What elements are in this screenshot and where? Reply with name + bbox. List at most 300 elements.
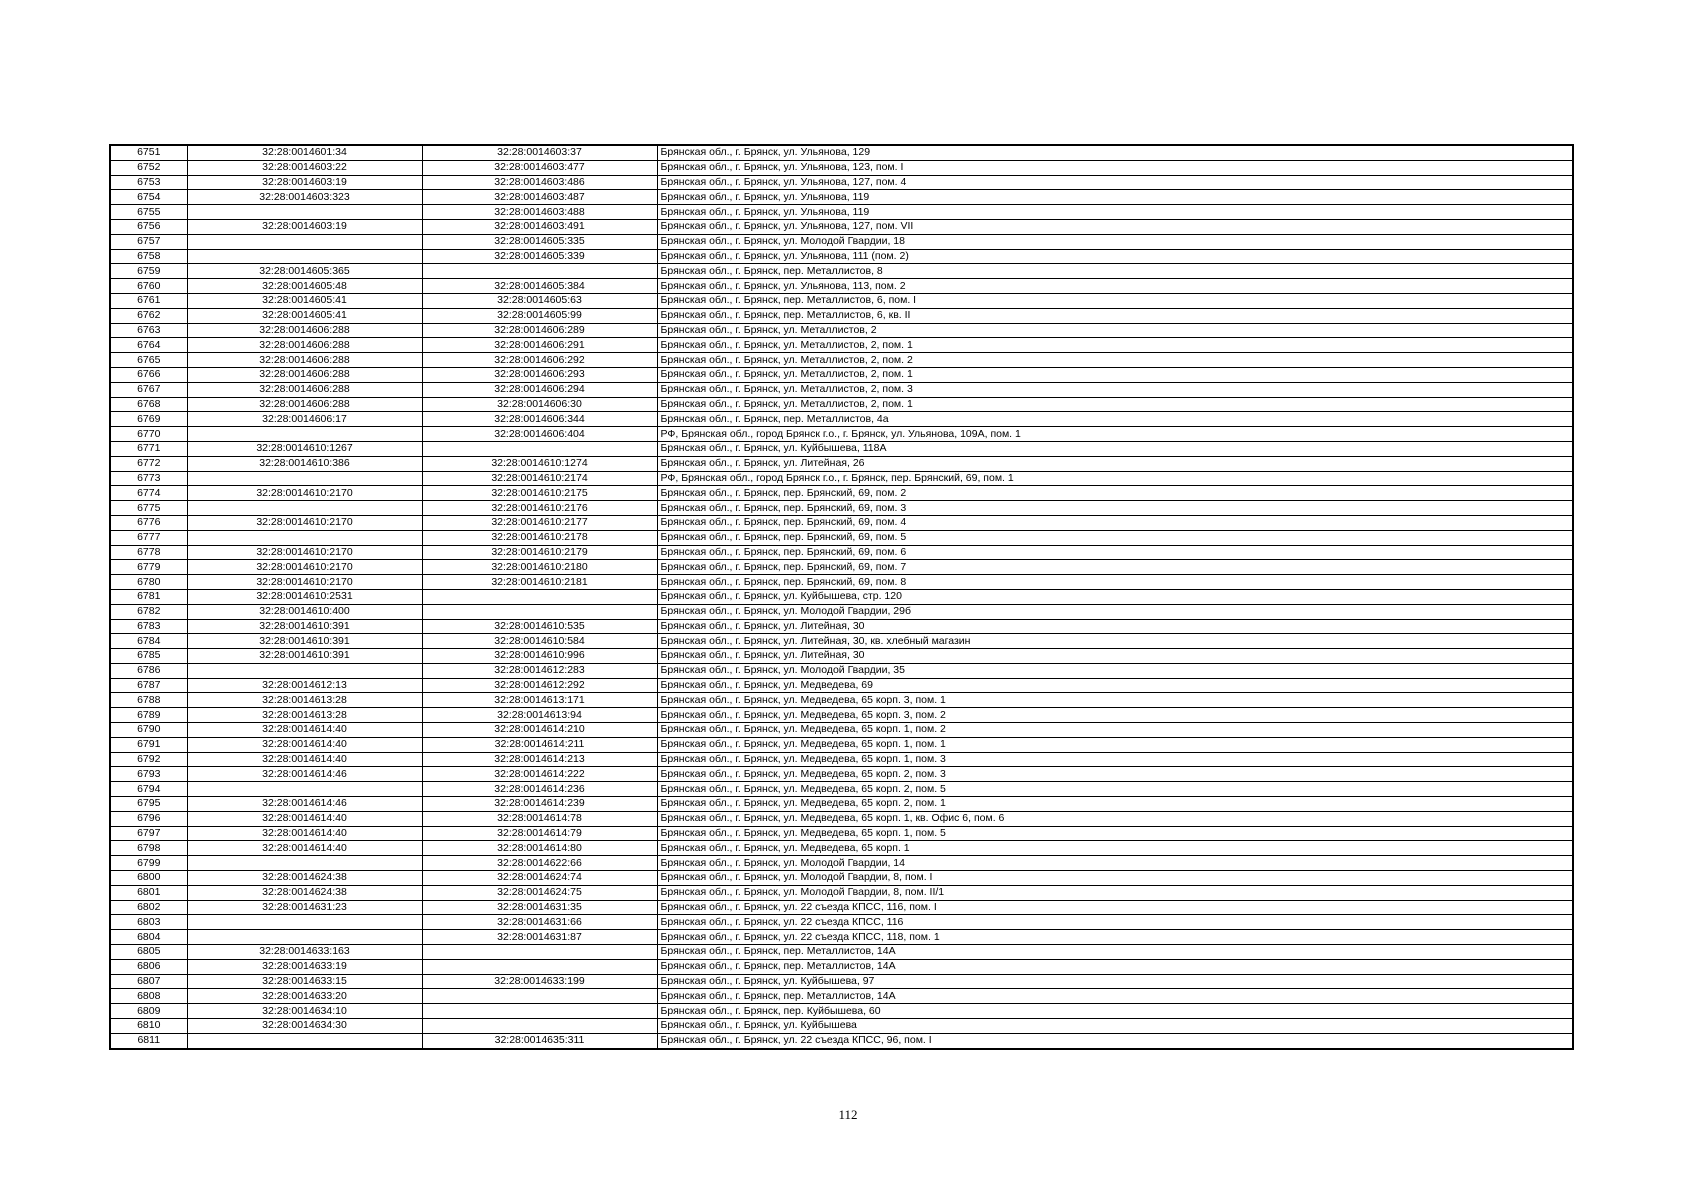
address-cell: Брянская обл., г. Брянск, ул. 22 съезда КПСС, 116 (657, 915, 1573, 930)
row-number-cell: 6755 (110, 205, 187, 220)
cadastral-number-object-cell: 32:28:0014605:339 (422, 249, 657, 264)
address-cell: Брянская обл., г. Брянск, ул. Металлистов, 2, пом. 3 (657, 382, 1573, 397)
row-number-cell: 6785 (110, 649, 187, 664)
cadastral-number-land-cell: 32:28:0014606:288 (187, 323, 422, 338)
row-number-cell: 6761 (110, 293, 187, 308)
row-number-cell: 6798 (110, 841, 187, 856)
cadastral-number-object-cell: 32:28:0014614:79 (422, 826, 657, 841)
row-number-cell: 6752 (110, 160, 187, 175)
cadastral-number-object-cell: 32:28:0014610:2175 (422, 486, 657, 501)
address-cell: Брянская обл., г. Брянск, ул. Ульянова, 119 (657, 190, 1573, 205)
table-row (110, 353, 1573, 368)
address-cell: Брянская обл., г. Брянск, пер. Брянский, 69, пом. 3 (657, 501, 1573, 516)
cadastral-number-land-cell (187, 205, 422, 220)
row-number-cell: 6756 (110, 219, 187, 234)
row-number-cell: 6774 (110, 486, 187, 501)
table-row (110, 693, 1573, 708)
cadastral-number-object-cell: 32:28:0014605:335 (422, 234, 657, 249)
table-row (110, 560, 1573, 575)
address-cell: Брянская обл., г. Брянск, ул. Куйбышева, 118А (657, 441, 1573, 456)
table-row (110, 205, 1573, 220)
table-row (110, 441, 1573, 456)
row-number-cell: 6753 (110, 175, 187, 190)
row-number-cell: 6806 (110, 959, 187, 974)
cadastral-number-land-cell: 32:28:0014614:40 (187, 841, 422, 856)
cadastral-number-land-cell: 32:28:0014631:23 (187, 900, 422, 915)
cadastral-number-land-cell: 32:28:0014614:40 (187, 723, 422, 738)
cadastral-number-object-cell: 32:28:0014610:2174 (422, 471, 657, 486)
address-cell: Брянская обл., г. Брянск, ул. Металлистов, 2, пом. 1 (657, 367, 1573, 382)
cadastral-number-land-cell: 32:28:0014614:40 (187, 737, 422, 752)
cadastral-number-land-cell: 32:28:0014610:391 (187, 634, 422, 649)
row-number-cell: 6791 (110, 737, 187, 752)
table-row (110, 841, 1573, 856)
address-cell: Брянская обл., г. Брянск, ул. Молодой Гвардии, 14 (657, 856, 1573, 871)
table-row (110, 515, 1573, 530)
table-row (110, 826, 1573, 841)
table-row (110, 945, 1573, 960)
cadastral-number-object-cell: 32:28:0014614:239 (422, 797, 657, 812)
cadastral-number-land-cell: 32:28:0014606:17 (187, 412, 422, 427)
cadastral-number-object-cell: 32:28:0014612:292 (422, 678, 657, 693)
address-cell: Брянская обл., г. Брянск, ул. Медведева, 65 корп. 1, пом. 3 (657, 752, 1573, 767)
cadastral-number-land-cell (187, 530, 422, 545)
row-number-cell: 6808 (110, 989, 187, 1004)
row-number-cell: 6789 (110, 708, 187, 723)
cadastral-number-land-cell: 32:28:0014634:10 (187, 1004, 422, 1019)
row-number-cell: 6775 (110, 501, 187, 516)
cadastral-number-land-cell: 32:28:0014624:38 (187, 871, 422, 886)
cadastral-number-land-cell: 32:28:0014610:386 (187, 456, 422, 471)
cadastral-number-object-cell: 32:28:0014603:477 (422, 160, 657, 175)
address-cell: Брянская обл., г. Брянск, ул. Молодой Гвардии, 18 (657, 234, 1573, 249)
cadastral-number-object-cell (422, 441, 657, 456)
cadastral-number-object-cell: 32:28:0014631:87 (422, 930, 657, 945)
cadastral-number-object-cell (422, 989, 657, 1004)
table-row (110, 811, 1573, 826)
table-row (110, 752, 1573, 767)
address-cell: Брянская обл., г. Брянск, ул. Медведева, 65 корп. 1, кв. Офис 6, пом. 6 (657, 811, 1573, 826)
cadastral-number-object-cell: 32:28:0014635:311 (422, 1033, 657, 1048)
row-number-cell: 6780 (110, 575, 187, 590)
table-row (110, 293, 1573, 308)
cadastral-number-land-cell: 32:28:0014610:2170 (187, 575, 422, 590)
cadastral-number-object-cell: 32:28:0014614:211 (422, 737, 657, 752)
table-row (110, 974, 1573, 989)
row-number-cell: 6759 (110, 264, 187, 279)
address-cell: Брянская обл., г. Брянск, пер. Металлистов, 14А (657, 989, 1573, 1004)
row-number-cell: 6757 (110, 234, 187, 249)
row-number-cell: 6766 (110, 367, 187, 382)
table-row (110, 708, 1573, 723)
cadastral-number-land-cell: 32:28:0014606:288 (187, 397, 422, 412)
cadastral-number-object-cell (422, 604, 657, 619)
cadastral-number-object-cell: 32:28:0014610:2180 (422, 560, 657, 575)
cadastral-number-object-cell: 32:28:0014605:99 (422, 308, 657, 323)
address-cell: Брянская обл., г. Брянск, ул. Ульянова, 119 (657, 205, 1573, 220)
cadastral-number-object-cell: 32:28:0014606:293 (422, 367, 657, 382)
cadastral-number-land-cell: 32:28:0014613:28 (187, 708, 422, 723)
row-number-cell: 6786 (110, 663, 187, 678)
table-row (110, 545, 1573, 560)
table-row (110, 397, 1573, 412)
row-number-cell: 6804 (110, 930, 187, 945)
cadastral-number-object-cell: 32:28:0014610:535 (422, 619, 657, 634)
cadastral-number-land-cell: 32:28:0014606:288 (187, 382, 422, 397)
cadastral-number-object-cell: 32:28:0014610:1274 (422, 456, 657, 471)
table-row (110, 782, 1573, 797)
cadastral-number-land-cell (187, 427, 422, 442)
cadastral-number-land-cell (187, 249, 422, 264)
cadastral-number-land-cell (187, 915, 422, 930)
table-row (110, 456, 1573, 471)
cadastral-number-object-cell: 32:28:0014614:78 (422, 811, 657, 826)
row-number-cell: 6768 (110, 397, 187, 412)
cadastral-number-land-cell: 32:28:0014603:19 (187, 175, 422, 190)
cadastral-number-object-cell (422, 1004, 657, 1019)
table-row (110, 900, 1573, 915)
address-cell: Брянская обл., г. Брянск, пер. Брянский, 69, пом. 5 (657, 530, 1573, 545)
table-row (110, 915, 1573, 930)
table-row (110, 338, 1573, 353)
address-cell: Брянская обл., г. Брянск, пер. Брянский, 69, пом. 8 (657, 575, 1573, 590)
table-row (110, 604, 1573, 619)
row-number-cell: 6795 (110, 797, 187, 812)
address-cell: Брянская обл., г. Брянск, пер. Брянский, 69, пом. 4 (657, 515, 1573, 530)
address-cell: Брянская обл., г. Брянск, ул. Медведева, 65 корп. 1 (657, 841, 1573, 856)
address-cell: Брянская обл., г. Брянск, ул. Ульянова, 123, пом. I (657, 160, 1573, 175)
cadastral-number-object-cell: 32:28:0014622:66 (422, 856, 657, 871)
cadastral-number-land-cell: 32:28:0014603:22 (187, 160, 422, 175)
address-cell: РФ, Брянская обл., город Брянск г.о., г. Брянск, ул. Ульянова, 109А, пом. 1 (657, 427, 1573, 442)
cadastral-number-land-cell: 32:28:0014613:28 (187, 693, 422, 708)
row-number-cell: 6809 (110, 1004, 187, 1019)
cadastral-number-object-cell: 32:28:0014610:2179 (422, 545, 657, 560)
cadastral-number-object-cell: 32:28:0014613:94 (422, 708, 657, 723)
cadastral-number-object-cell: 32:28:0014606:291 (422, 338, 657, 353)
address-cell: Брянская обл., г. Брянск, ул. Металлистов, 2, пом. 1 (657, 397, 1573, 412)
address-cell: Брянская обл., г. Брянск, пер. Брянский, 69, пом. 7 (657, 560, 1573, 575)
table-row (110, 663, 1573, 678)
row-number-cell: 6787 (110, 678, 187, 693)
table-row (110, 323, 1573, 338)
row-number-cell: 6784 (110, 634, 187, 649)
table-row (110, 501, 1573, 516)
cadastral-number-land-cell: 32:28:0014614:40 (187, 752, 422, 767)
table-row (110, 219, 1573, 234)
cadastral-number-object-cell: 32:28:0014631:35 (422, 900, 657, 915)
cadastral-number-object-cell (422, 1019, 657, 1034)
row-number-cell: 6765 (110, 353, 187, 368)
cadastral-number-land-cell: 32:28:0014633:19 (187, 959, 422, 974)
row-number-cell: 6783 (110, 619, 187, 634)
row-number-cell: 6792 (110, 752, 187, 767)
row-number-cell: 6801 (110, 885, 187, 900)
row-number-cell: 6794 (110, 782, 187, 797)
cadastral-number-land-cell (187, 856, 422, 871)
cadastral-number-land-cell: 32:28:0014634:30 (187, 1019, 422, 1034)
address-cell: Брянская обл., г. Брянск, ул. Медведева, 65 корп. 2, пом. 3 (657, 767, 1573, 782)
cadastral-number-land-cell: 32:28:0014614:46 (187, 797, 422, 812)
cadastral-number-object-cell: 32:28:0014603:37 (422, 145, 657, 160)
address-cell: Брянская обл., г. Брянск, ул. Литейная, 30 (657, 619, 1573, 634)
cadastral-number-land-cell: 32:28:0014633:20 (187, 989, 422, 1004)
address-cell: Брянская обл., г. Брянск, ул. Молодой Гвардии, 29б (657, 604, 1573, 619)
cadastral-number-land-cell: 32:28:0014606:288 (187, 338, 422, 353)
row-number-cell: 6797 (110, 826, 187, 841)
cadastral-number-object-cell: 32:28:0014612:283 (422, 663, 657, 678)
cadastral-number-land-cell: 32:28:0014610:2531 (187, 589, 422, 604)
table-row (110, 723, 1573, 738)
row-number-cell: 6800 (110, 871, 187, 886)
address-cell: Брянская обл., г. Брянск, пер. Металлистов, 6, пом. I (657, 293, 1573, 308)
table-row (110, 160, 1573, 175)
cadastral-number-object-cell: 32:28:0014624:74 (422, 871, 657, 886)
row-number-cell: 6803 (110, 915, 187, 930)
address-cell: Брянская обл., г. Брянск, ул. Медведева, 65 корп. 1, пом. 2 (657, 723, 1573, 738)
cadastral-number-object-cell: 32:28:0014606:294 (422, 382, 657, 397)
table-row (110, 871, 1573, 886)
address-cell: Брянская обл., г. Брянск, ул. Литейная, 30, кв. хлебный магазин (657, 634, 1573, 649)
row-number-cell: 6758 (110, 249, 187, 264)
cadastral-number-object-cell: 32:28:0014614:236 (422, 782, 657, 797)
table-row (110, 885, 1573, 900)
table-row (110, 797, 1573, 812)
address-cell: Брянская обл., г. Брянск, ул. 22 съезда КПСС, 96, пом. I (657, 1033, 1573, 1048)
table-row (110, 308, 1573, 323)
address-cell: Брянская обл., г. Брянск, ул. Молодой Гвардии, 8, пом. I (657, 871, 1573, 886)
table-row (110, 264, 1573, 279)
cadastral-number-object-cell: 32:28:0014606:289 (422, 323, 657, 338)
row-number-cell: 6781 (110, 589, 187, 604)
address-cell: Брянская обл., г. Брянск, ул. Медведева, 65 корп. 3, пом. 2 (657, 708, 1573, 723)
cadastral-number-land-cell: 32:28:0014612:13 (187, 678, 422, 693)
cadastral-number-land-cell (187, 930, 422, 945)
registry-table-body (110, 145, 1573, 1049)
cadastral-number-land-cell (187, 663, 422, 678)
address-cell: Брянская обл., г. Брянск, ул. Медведева, 69 (657, 678, 1573, 693)
table-row (110, 234, 1573, 249)
table-row (110, 856, 1573, 871)
cadastral-number-land-cell: 32:28:0014610:1267 (187, 441, 422, 456)
registry-table (109, 144, 1574, 1050)
row-number-cell: 6810 (110, 1019, 187, 1034)
cadastral-number-object-cell (422, 959, 657, 974)
cadastral-number-object-cell: 32:28:0014606:404 (422, 427, 657, 442)
cadastral-number-land-cell (187, 501, 422, 516)
cadastral-number-land-cell (187, 234, 422, 249)
cadastral-number-land-cell: 32:28:0014624:38 (187, 885, 422, 900)
address-cell: Брянская обл., г. Брянск, ул. Металлистов, 2, пом. 1 (657, 338, 1573, 353)
cadastral-number-land-cell: 32:28:0014614:46 (187, 767, 422, 782)
cadastral-number-land-cell: 32:28:0014605:48 (187, 279, 422, 294)
cadastral-number-object-cell: 32:28:0014610:2176 (422, 501, 657, 516)
cadastral-number-land-cell: 32:28:0014610:391 (187, 619, 422, 634)
cadastral-number-object-cell: 32:28:0014606:292 (422, 353, 657, 368)
address-cell: Брянская обл., г. Брянск, ул. Куйбышева (657, 1019, 1573, 1034)
cadastral-number-land-cell: 32:28:0014601:34 (187, 145, 422, 160)
table-row (110, 575, 1573, 590)
cadastral-number-object-cell: 32:28:0014605:384 (422, 279, 657, 294)
address-cell: Брянская обл., г. Брянск, ул. 22 съезда КПСС, 116, пом. I (657, 900, 1573, 915)
table-row (110, 634, 1573, 649)
row-number-cell: 6778 (110, 545, 187, 560)
cadastral-number-land-cell: 32:28:0014610:391 (187, 649, 422, 664)
table-row (110, 930, 1573, 945)
row-number-cell: 6799 (110, 856, 187, 871)
row-number-cell: 6772 (110, 456, 187, 471)
cadastral-number-land-cell: 32:28:0014633:163 (187, 945, 422, 960)
cadastral-number-land-cell: 32:28:0014603:323 (187, 190, 422, 205)
row-number-cell: 6769 (110, 412, 187, 427)
cadastral-number-land-cell: 32:28:0014614:40 (187, 811, 422, 826)
row-number-cell: 6751 (110, 145, 187, 160)
address-cell: Брянская обл., г. Брянск, ул. Медведева, 65 корп. 3, пом. 1 (657, 693, 1573, 708)
cadastral-number-land-cell: 32:28:0014606:288 (187, 353, 422, 368)
row-number-cell: 6777 (110, 530, 187, 545)
table-row (110, 737, 1573, 752)
address-cell: Брянская обл., г. Брянск, пер. Брянский, 69, пом. 2 (657, 486, 1573, 501)
row-number-cell: 6771 (110, 441, 187, 456)
address-cell: Брянская обл., г. Брянск, пер. Металлистов, 6, кв. II (657, 308, 1573, 323)
address-cell: Брянская обл., г. Брянск, ул. Ульянова, 127, пом. VII (657, 219, 1573, 234)
address-cell: Брянская обл., г. Брянск, ул. Ульянова, 113, пом. 2 (657, 279, 1573, 294)
cadastral-number-object-cell: 32:28:0014603:491 (422, 219, 657, 234)
table-row (110, 589, 1573, 604)
row-number-cell: 6773 (110, 471, 187, 486)
row-number-cell: 6754 (110, 190, 187, 205)
table-row (110, 145, 1573, 160)
address-cell: РФ, Брянская обл., город Брянск г.о., г. Брянск, пер. Брянский, 69, пом. 1 (657, 471, 1573, 486)
cadastral-number-object-cell: 32:28:0014624:75 (422, 885, 657, 900)
address-cell: Брянская обл., г. Брянск, ул. Куйбышева, 97 (657, 974, 1573, 989)
row-number-cell: 6793 (110, 767, 187, 782)
row-number-cell: 6760 (110, 279, 187, 294)
cadastral-number-object-cell: 32:28:0014614:222 (422, 767, 657, 782)
row-number-cell: 6788 (110, 693, 187, 708)
cadastral-number-land-cell: 32:28:0014610:2170 (187, 545, 422, 560)
cadastral-number-object-cell: 32:28:0014610:584 (422, 634, 657, 649)
cadastral-number-object-cell: 32:28:0014610:2181 (422, 575, 657, 590)
table-row (110, 412, 1573, 427)
table-row (110, 367, 1573, 382)
cadastral-number-land-cell (187, 782, 422, 797)
row-number-cell: 6779 (110, 560, 187, 575)
cadastral-number-land-cell: 32:28:0014610:2170 (187, 486, 422, 501)
cadastral-number-object-cell (422, 264, 657, 279)
address-cell: Брянская обл., г. Брянск, ул. 22 съезда КПСС, 118, пом. 1 (657, 930, 1573, 945)
cadastral-number-land-cell: 32:28:0014610:2170 (187, 560, 422, 575)
row-number-cell: 6776 (110, 515, 187, 530)
cadastral-number-land-cell (187, 471, 422, 486)
address-cell: Брянская обл., г. Брянск, ул. Металлистов, 2, пом. 2 (657, 353, 1573, 368)
cadastral-number-land-cell: 32:28:0014603:19 (187, 219, 422, 234)
cadastral-number-object-cell: 32:28:0014633:199 (422, 974, 657, 989)
cadastral-number-land-cell: 32:28:0014610:400 (187, 604, 422, 619)
table-row (110, 959, 1573, 974)
table-row (110, 471, 1573, 486)
cadastral-number-object-cell: 32:28:0014610:2177 (422, 515, 657, 530)
cadastral-number-land-cell: 32:28:0014605:365 (187, 264, 422, 279)
cadastral-number-object-cell: 32:28:0014613:171 (422, 693, 657, 708)
row-number-cell: 6811 (110, 1033, 187, 1048)
row-number-cell: 6802 (110, 900, 187, 915)
address-cell: Брянская обл., г. Брянск, ул. Металлистов, 2 (657, 323, 1573, 338)
address-cell: Брянская обл., г. Брянск, пер. Металлистов, 8 (657, 264, 1573, 279)
table-row (110, 678, 1573, 693)
address-cell: Брянская обл., г. Брянск, ул. Молодой Гвардии, 8, пом. II/1 (657, 885, 1573, 900)
address-cell: Брянская обл., г. Брянск, ул. Ульянова, 127, пом. 4 (657, 175, 1573, 190)
table-row (110, 279, 1573, 294)
table-row (110, 249, 1573, 264)
address-cell: Брянская обл., г. Брянск, ул. Куйбышева, стр. 120 (657, 589, 1573, 604)
cadastral-number-object-cell: 32:28:0014603:486 (422, 175, 657, 190)
row-number-cell: 6764 (110, 338, 187, 353)
table-row (110, 649, 1573, 664)
table-row (110, 1019, 1573, 1034)
cadastral-number-object-cell: 32:28:0014614:213 (422, 752, 657, 767)
cadastral-number-land-cell: 32:28:0014606:288 (187, 367, 422, 382)
table-row (110, 175, 1573, 190)
row-number-cell: 6796 (110, 811, 187, 826)
address-cell: Брянская обл., г. Брянск, ул. Молодой Гвардии, 35 (657, 663, 1573, 678)
address-cell: Брянская обл., г. Брянск, пер. Металлистов, 14А (657, 959, 1573, 974)
address-cell: Брянская обл., г. Брянск, ул. Медведева, 65 корп. 2, пом. 1 (657, 797, 1573, 812)
row-number-cell: 6807 (110, 974, 187, 989)
cadastral-number-land-cell (187, 1033, 422, 1048)
address-cell: Брянская обл., г. Брянск, ул. Ульянова, 111 (пом. 2) (657, 249, 1573, 264)
page-number: 112 (838, 1107, 858, 1122)
cadastral-number-object-cell: 32:28:0014605:63 (422, 293, 657, 308)
cadastral-number-object-cell: 32:28:0014610:996 (422, 649, 657, 664)
row-number-cell: 6762 (110, 308, 187, 323)
row-number-cell: 6782 (110, 604, 187, 619)
cadastral-number-object-cell: 32:28:0014631:66 (422, 915, 657, 930)
table-row (110, 1033, 1573, 1048)
row-number-cell: 6763 (110, 323, 187, 338)
cadastral-number-object-cell: 32:28:0014606:30 (422, 397, 657, 412)
cadastral-number-object-cell: 32:28:0014614:210 (422, 723, 657, 738)
cadastral-number-land-cell: 32:28:0014614:40 (187, 826, 422, 841)
cadastral-number-object-cell: 32:28:0014614:80 (422, 841, 657, 856)
address-cell: Брянская обл., г. Брянск, ул. Литейная, 30 (657, 649, 1573, 664)
cadastral-number-object-cell: 32:28:0014603:487 (422, 190, 657, 205)
table-row (110, 1004, 1573, 1019)
address-cell: Брянская обл., г. Брянск, пер. Брянский, 69, пом. 6 (657, 545, 1573, 560)
cadastral-number-land-cell: 32:28:0014610:2170 (187, 515, 422, 530)
address-cell: Брянская обл., г. Брянск, ул. Медведева, 65 корп. 1, пом. 5 (657, 826, 1573, 841)
table-row (110, 382, 1573, 397)
cadastral-number-object-cell: 32:28:0014606:344 (422, 412, 657, 427)
cadastral-number-land-cell: 32:28:0014633:15 (187, 974, 422, 989)
address-cell: Брянская обл., г. Брянск, пер. Металлистов, 14А (657, 945, 1573, 960)
cadastral-number-object-cell: 32:28:0014603:488 (422, 205, 657, 220)
cadastral-number-object-cell (422, 945, 657, 960)
cadastral-number-land-cell: 32:28:0014605:41 (187, 293, 422, 308)
address-cell: Брянская обл., г. Брянск, ул. Медведева, 65 корп. 1, пом. 1 (657, 737, 1573, 752)
cadastral-number-object-cell (422, 589, 657, 604)
address-cell: Брянская обл., г. Брянск, пер. Куйбышева, 60 (657, 1004, 1573, 1019)
row-number-cell: 6767 (110, 382, 187, 397)
address-cell: Брянская обл., г. Брянск, ул. Медведева, 65 корп. 2, пом. 5 (657, 782, 1573, 797)
address-cell: Брянская обл., г. Брянск, пер. Металлистов, 4а (657, 412, 1573, 427)
table-row (110, 190, 1573, 205)
cadastral-number-land-cell: 32:28:0014605:41 (187, 308, 422, 323)
table-row (110, 767, 1573, 782)
table-row (110, 619, 1573, 634)
table-row (110, 530, 1573, 545)
table-row (110, 989, 1573, 1004)
